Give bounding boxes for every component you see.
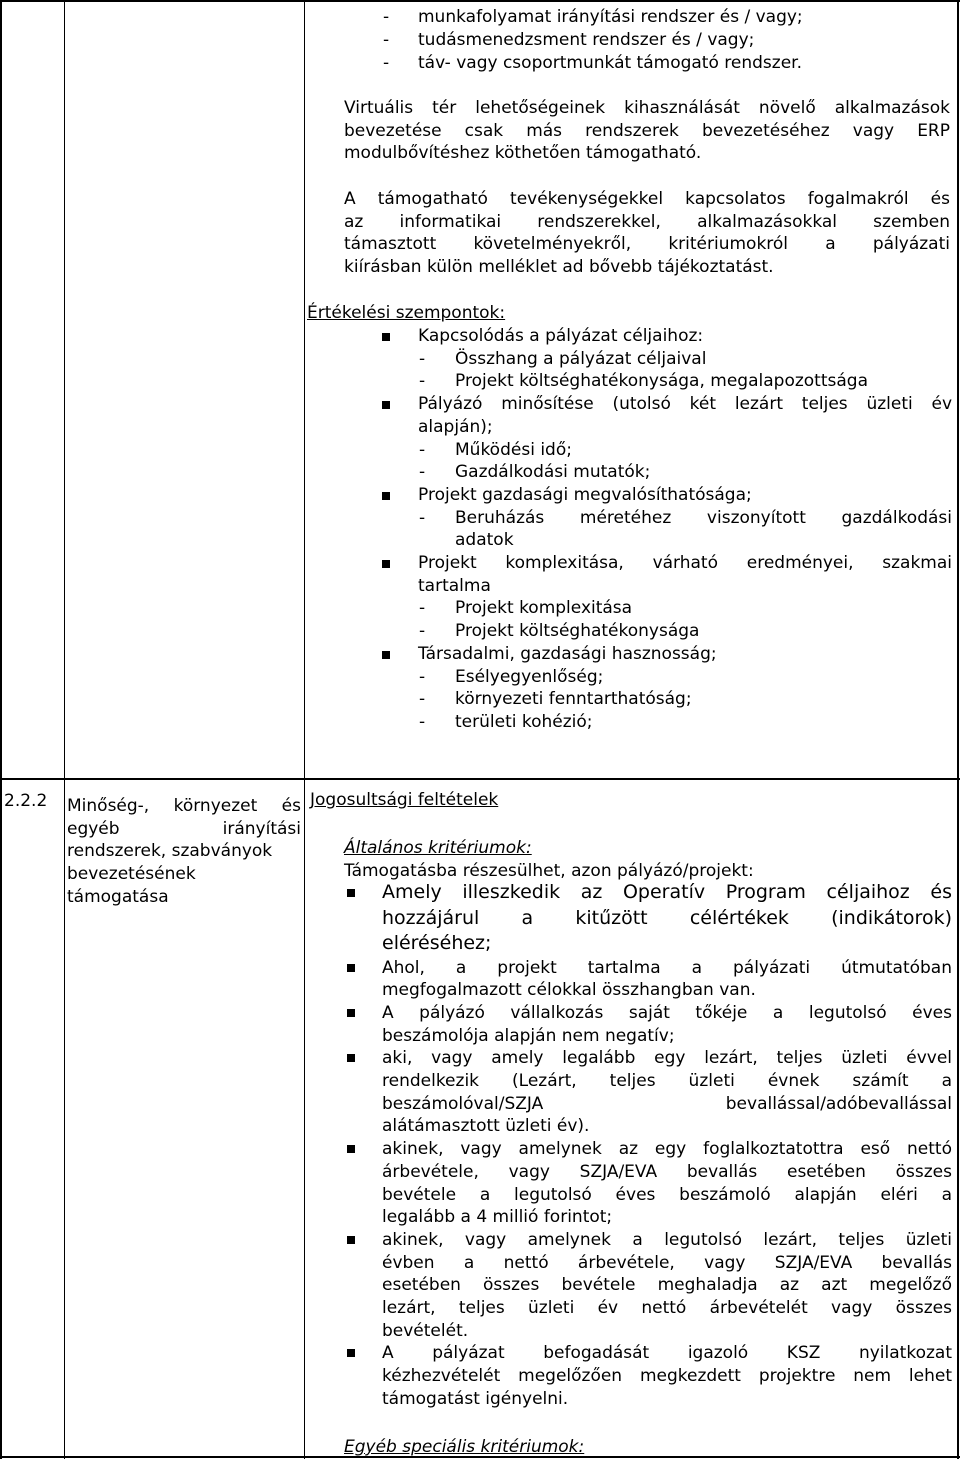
condition-item: támogatást igényelni. (382, 1388, 569, 1409)
square-bullet (382, 492, 390, 500)
condition-item: bevételét. (382, 1320, 469, 1341)
special-criteria-heading: Egyéb speciális kritériumok: (344, 1437, 585, 1457)
square-bullet (382, 651, 390, 659)
paragraph-line: kiírásban külön melléklet ad bővebb tájékoztatást. (344, 257, 774, 278)
criteria-subitem: Esélyegyenlőség; (455, 666, 604, 687)
criteria-subitem: Működési idő; (455, 439, 572, 460)
criteria-subitem: Projekt költséghatékonysága (455, 621, 700, 642)
criteria-item: alapján); (418, 416, 493, 437)
condition-item: alátámasztott üzleti év). (382, 1116, 590, 1137)
condition-item: esetében összes bevétele meghaladja az azt megelőző (382, 1275, 952, 1296)
section-title-line: támogatása (67, 886, 169, 907)
condition-item: akinek, vagy amelynek az egy foglalkoztatottra eső nettó (382, 1139, 952, 1160)
dash-bullet: - (383, 7, 390, 27)
paragraph-line: támasztott követelményekről, kritériumokról a pályázati (344, 234, 950, 255)
eligibility-heading: Jogosultsági feltételek (310, 790, 499, 810)
intro-text: Támogatásba részesülhet, azon pályázó/projekt: (344, 861, 754, 881)
criteria-subitem: Összhang a pályázat céljaival (455, 348, 707, 369)
dash-bullet: - (419, 462, 426, 483)
dash-bullet: - (419, 711, 426, 732)
square-bullet (347, 1349, 355, 1357)
condition-item: akinek, vagy amelynek a legutolsó lezárt, teljes üzleti (382, 1229, 952, 1250)
section-title-line: Minőség-, környezet és (67, 796, 301, 816)
dash-list-item: táv- vagy csoportmunkát támogató rendszer. (418, 53, 802, 73)
criteria-subitem: területi kohézió; (455, 711, 593, 732)
criteria-item: Kapcsolódás a pályázat céljaihoz: (418, 326, 704, 346)
condition-item: árbevétele, vagy SZJA/EVA bevallás esetében összes (382, 1161, 952, 1182)
criteria-item: tartalma (418, 575, 491, 596)
condition-item: Ahol, a projekt tartalma a pályázati útmutatóban (382, 957, 952, 978)
condition-item: eléréséhez; (382, 932, 492, 954)
criteria-subitem: Projekt komplexitása (455, 598, 633, 619)
dash-list-item: tudásmenedzsment rendszer és / vagy; (418, 30, 755, 50)
square-bullet (347, 1054, 355, 1062)
condition-item: bevétele a legutolsó éves beszámoló alapján eléri a (382, 1184, 952, 1205)
paragraph-line: A támogatható tevékenységekkel kapcsolatos fogalmakról és (344, 189, 950, 209)
criteria-item: Pályázó minősítése (utolsó két lezárt teljes üzleti év (418, 394, 952, 415)
dash-bullet: - (419, 507, 426, 528)
condition-item: A pályázat befogadását igazoló KSZ nyilatkozat (382, 1343, 952, 1364)
condition-item: évben a nettó árbevétele, vagy SZJA/EVA bevallás (382, 1252, 952, 1273)
table-border-left (0, 0, 2, 1459)
criteria-heading: Értékelési szempontok: (307, 303, 506, 323)
square-bullet (347, 964, 355, 972)
dash-bullet: - (383, 53, 390, 73)
square-bullet (382, 401, 390, 409)
square-bullet (347, 1236, 355, 1244)
criteria-subitem: Beruházás méretéhez viszonyított gazdálkodási (455, 507, 952, 528)
criteria-item: Társadalmi, gazdasági hasznosság; (418, 643, 717, 664)
condition-item: beszámolója alapján nem negatív; (382, 1025, 675, 1046)
column-divider-2 (304, 0, 305, 1459)
dash-bullet: - (419, 621, 426, 642)
dash-bullet: - (419, 666, 426, 687)
dash-bullet: - (419, 689, 426, 710)
condition-item: legalább a 4 millió forintot; (382, 1207, 613, 1228)
paragraph-line: az informatikai rendszerekkel, alkalmazásokkal szemben (344, 211, 950, 232)
paragraph-line: modulbővítéshez köthetően támogatható. (344, 143, 702, 164)
criteria-subitem: adatok (455, 530, 514, 551)
dash-bullet: - (419, 439, 426, 460)
square-bullet (347, 1009, 355, 1017)
dash-bullet: - (383, 30, 390, 50)
condition-item: aki, vagy amely legalább egy lezárt, teljes üzleti évvel (382, 1048, 952, 1069)
general-criteria-heading: Általános kritériumok: (344, 838, 532, 858)
square-bullet (347, 889, 355, 897)
section-number: 2.2.2 (4, 791, 48, 811)
criteria-item: Projekt gazdasági megvalósíthatósága; (418, 484, 752, 505)
dash-bullet: - (419, 371, 426, 392)
condition-item: Amely illeszkedik az Operatív Program céljaihoz és (382, 881, 952, 903)
criteria-subitem: környezeti fenntarthatóság; (455, 689, 692, 710)
criteria-subitem: Gazdálkodási mutatók; (455, 462, 651, 483)
condition-item: lezárt, teljes üzleti év nettó árbevételét vagy összes (382, 1298, 952, 1318)
square-bullet (382, 560, 390, 568)
dash-bullet: - (419, 598, 426, 619)
condition-item: beszámolóval/SZJA bevallással/adóbevallással (382, 1093, 952, 1114)
criteria-item: Projekt komplexitása, várható eredményei, szakmai (418, 553, 952, 573)
condition-item: kézhezvételét megelőzően megkezdett projektre nem lehet (382, 1366, 952, 1387)
dash-list-item: munkafolyamat irányítási rendszer és / vagy; (418, 7, 803, 27)
condition-item: A pályázó vállalkozás saját tőkéje a legutolsó éves (382, 1002, 952, 1023)
row-divider (0, 778, 960, 780)
column-divider-1 (64, 0, 65, 1459)
section-title-line: egyéb irányítási (67, 818, 301, 839)
table-border-right (957, 0, 959, 1459)
criteria-subitem: Projekt költséghatékonysága, megalapozottsága (455, 371, 868, 392)
condition-item: hozzájárul a kitűzött célértékek (indikátorok) (382, 906, 952, 929)
section-title-line: bevezetésének (67, 864, 196, 885)
table-border-top (0, 0, 960, 2)
square-bullet (382, 333, 390, 341)
dash-bullet: - (419, 348, 426, 369)
condition-item: rendelkezik (Lezárt, teljes üzleti évnek számít a (382, 1071, 952, 1091)
square-bullet (347, 1145, 355, 1153)
section-title-line: rendszerek, szabványok (67, 841, 273, 862)
paragraph-line: Virtuális tér lehetőségeinek kihasználását növelő alkalmazások (344, 98, 950, 118)
condition-item: megfogalmazott célokkal összhangban van. (382, 980, 756, 1001)
paragraph-line: bevezetése csak más rendszerek bevezetéséhez vagy ERP (344, 120, 950, 141)
